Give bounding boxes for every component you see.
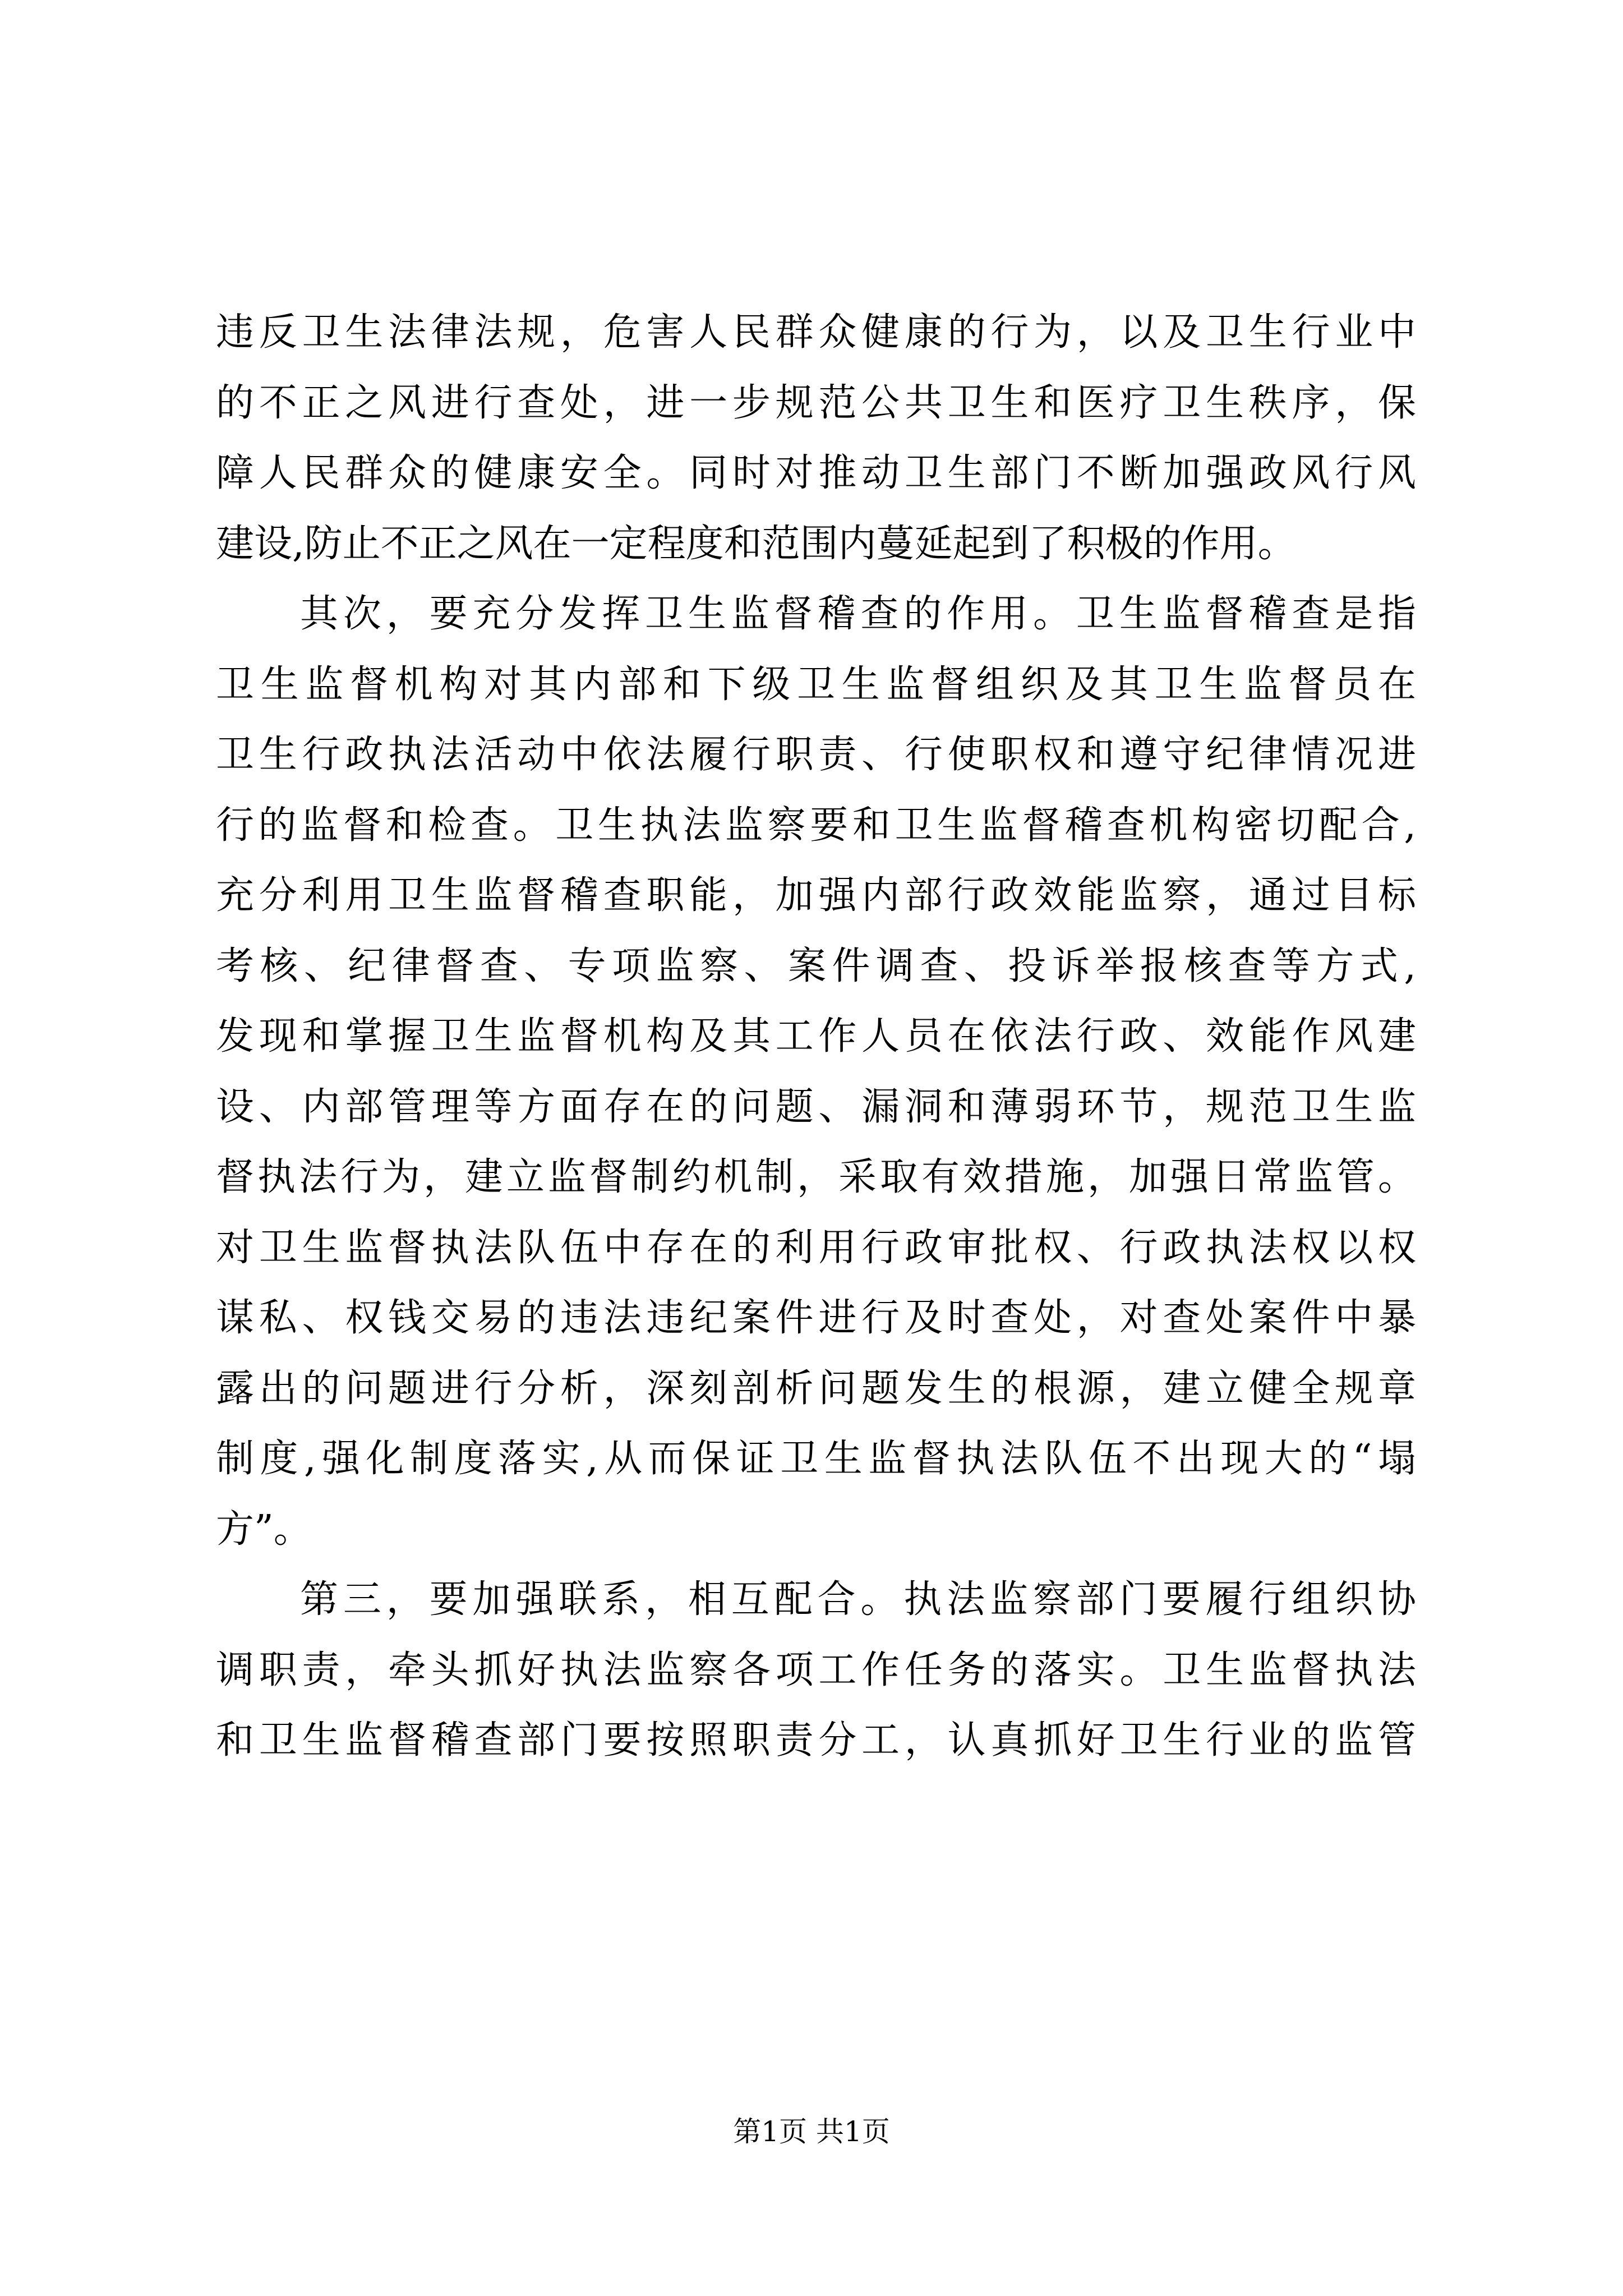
paragraph-2-line-8: 设、内部管理等方面存在的问题、漏洞和薄弱环节，规范卫生监 — [216, 1084, 1416, 1129]
paragraph-3-line-1: 第三，要加强联系，相互配合。执法监察部门要履行组织协 — [300, 1577, 1416, 1622]
paragraph-2-line-13: 制度,强化制度落实,从而保证卫生监督执法队伍不出现大的“塌 — [216, 1437, 1416, 1481]
paragraph-1-line-1: 违反卫生法律法规，危害人民群众健康的行为，以及卫生行业中 — [216, 310, 1416, 355]
paragraph-2-line-10: 对卫生监督执法队伍中存在的利用行政审批权、行政执法权以权 — [216, 1225, 1416, 1270]
paragraph-2-line-12: 露出的问题进行分析，深刻剖析问题发生的根源，建立健全规章 — [216, 1366, 1416, 1411]
paragraph-3-line-3: 和卫生监督稽查部门要按照职责分工，认真抓好卫生行业的监管 — [216, 1718, 1416, 1763]
paragraph-2-line-6: 考核、纪律督查、专项监察、案件调查、投诉举报核查等方式, — [216, 944, 1416, 988]
page-footer: 第1页 共1页 — [733, 2115, 890, 2148]
paragraph-2-line-4: 行的监督和检查。卫生执法监察要和卫生监督稽查机构密切配合, — [216, 803, 1416, 848]
paragraph-2-line-2: 卫生监督机构对其内部和下级卫生监督组织及其卫生监督员在 — [216, 662, 1416, 707]
paragraph-3-line-2: 调职责，牵头抓好执法监察各项工作任务的落实。卫生监督执法 — [216, 1648, 1416, 1692]
paragraph-2-line-14: 方”。 — [216, 1507, 312, 1552]
paragraph-1-line-3: 障人民群众的健康安全。同时对推动卫生部门不断加强政风行风 — [216, 451, 1416, 495]
paragraph-2-line-9: 督执法行为，建立监督制约机制，采取有效措施，加强日常监管。 — [216, 1155, 1416, 1199]
paragraph-1-line-2: 的不正之风进行查处，进一步规范公共卫生和医疗卫生秩序，保 — [216, 380, 1416, 425]
paragraph-2-line-7: 发现和掌握卫生监督机构及其工作人员在依法行政、效能作风建 — [216, 1014, 1416, 1059]
paragraph-1-line-4: 建设,防止不正之风在一定程度和范围内蔓延起到了积极的作用。 — [216, 521, 1296, 566]
paragraph-2-line-1: 其次，要充分发挥卫生监督稽查的作用。卫生监督稽查是指 — [300, 592, 1416, 636]
paragraph-2-line-11: 谋私、权钱交易的违法违纪案件进行及时查处，对查处案件中暴 — [216, 1296, 1416, 1340]
paragraph-2-line-3: 卫生行政执法活动中依法履行职责、行使职权和遵守纪律情况进 — [216, 733, 1416, 777]
body-text — [216, 297, 1416, 1776]
paragraph-2-line-5: 充分利用卫生监督稽查职能，加强内部行政效能监察，通过目标 — [216, 873, 1416, 918]
